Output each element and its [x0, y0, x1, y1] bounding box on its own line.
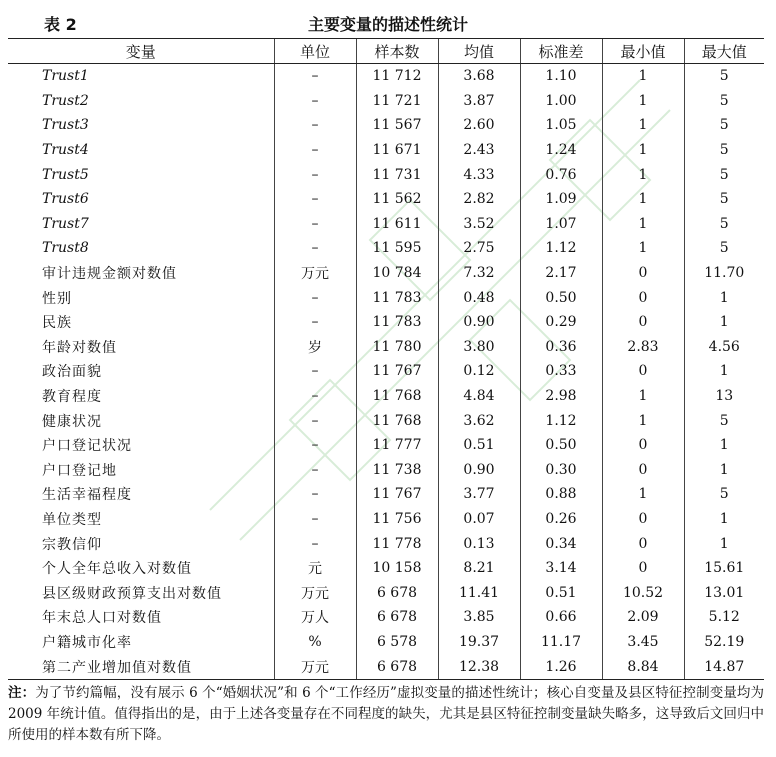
cell-mean: 11.41 — [438, 580, 520, 605]
cell-unit: – — [274, 458, 356, 483]
cell-n: 11 731 — [356, 162, 438, 187]
table-row — [8, 458, 764, 483]
cell-min: 1 — [602, 408, 684, 433]
table-row — [8, 162, 764, 187]
cell-max: 13 — [684, 384, 764, 409]
cell-sd: 0.50 — [520, 433, 602, 458]
cell-mean: 3.52 — [438, 212, 520, 237]
cell-var — [8, 138, 274, 163]
cell-n: 11 567 — [356, 113, 438, 138]
cell-var: 健康状况 — [42, 413, 102, 430]
variable-name: Trust8 — [42, 240, 89, 257]
cell-var — [8, 89, 274, 114]
table-row — [8, 408, 764, 433]
cell-sd: 1.26 — [520, 654, 602, 679]
cell-max: 5 — [684, 89, 764, 114]
cell-max: 14.87 — [684, 654, 764, 679]
table-row — [8, 236, 764, 261]
cell-mean: 0.90 — [438, 310, 520, 335]
cell-var: 审计违规金额对数值 — [42, 266, 177, 283]
cell-min: 0 — [602, 359, 684, 384]
cell-sd: 1.24 — [520, 138, 602, 163]
cell-unit: – — [274, 212, 356, 237]
cell-sd: 11.17 — [520, 630, 602, 655]
cell-min: 0 — [602, 310, 684, 335]
cell-mean: 4.84 — [438, 384, 520, 409]
table-note — [8, 683, 764, 746]
cell-min: 1 — [602, 89, 684, 114]
cell-var: 教育程度 — [42, 389, 102, 406]
header-variable: 变量 — [8, 39, 274, 64]
variable-name: Trust5 — [42, 166, 89, 183]
cell-unit: 万元 — [274, 261, 356, 286]
cell-unit: – — [274, 236, 356, 261]
variable-name: Trust4 — [42, 142, 89, 159]
cell-unit: – — [274, 162, 356, 187]
cell-n: 11 671 — [356, 138, 438, 163]
header-unit: 单位 — [274, 39, 356, 64]
cell-max: 5 — [684, 162, 764, 187]
cell-unit: – — [274, 384, 356, 409]
cell-var: 第二产业增加值对数值 — [8, 654, 274, 679]
cell-unit: – — [274, 482, 356, 507]
cell-n: 11 721 — [356, 89, 438, 114]
table-row — [8, 64, 764, 89]
cell-mean: 12.38 — [438, 654, 520, 679]
cell-var — [8, 64, 274, 89]
cell-n: 6 678 — [356, 654, 438, 679]
cell-unit: % — [274, 630, 356, 655]
cell-unit: – — [274, 285, 356, 310]
header-n: 样本数 — [356, 39, 438, 64]
cell-min: 1 — [602, 384, 684, 409]
cell-sd: 1.05 — [520, 113, 602, 138]
cell-sd: 2.17 — [520, 261, 602, 286]
cell-var — [8, 113, 274, 138]
note-label: 注： — [8, 685, 36, 701]
cell-mean: 3.77 — [438, 482, 520, 507]
cell-sd: 1.12 — [520, 408, 602, 433]
cell-min: 0 — [602, 285, 684, 310]
cell-unit: 元 — [274, 556, 356, 581]
cell-unit: – — [274, 408, 356, 433]
cell-mean: 0.90 — [438, 458, 520, 483]
cell-n: 11 756 — [356, 507, 438, 532]
table-caption — [0, 10, 776, 36]
header-row — [8, 39, 764, 64]
cell-var: 民族 — [42, 315, 72, 332]
table-row — [8, 630, 764, 655]
variable-name: Trust3 — [42, 117, 89, 134]
cell-unit: – — [274, 187, 356, 212]
variable-name: Trust7 — [42, 215, 89, 232]
cell-max: 13.01 — [684, 580, 764, 605]
cell-max: 1 — [684, 433, 764, 458]
cell-mean: 2.82 — [438, 187, 520, 212]
table-row — [8, 89, 764, 114]
table-row — [8, 285, 764, 310]
cell-min: 10.52 — [602, 580, 684, 605]
cell-var: 年龄对数值 — [42, 339, 117, 356]
cell-mean: 3.85 — [438, 605, 520, 630]
cell-mean: 8.21 — [438, 556, 520, 581]
table-row — [8, 138, 764, 163]
cell-min: 1 — [602, 162, 684, 187]
cell-sd: 0.33 — [520, 359, 602, 384]
header-mean: 均值 — [438, 39, 520, 64]
cell-max: 1 — [684, 310, 764, 335]
table-row — [8, 212, 764, 237]
cell-n: 11 712 — [356, 64, 438, 89]
cell-n: 6 578 — [356, 630, 438, 655]
cell-n: 11 783 — [356, 310, 438, 335]
cell-sd: 0.66 — [520, 605, 602, 630]
cell-sd: 0.76 — [520, 162, 602, 187]
cell-max: 1 — [684, 359, 764, 384]
cell-n: 11 780 — [356, 335, 438, 360]
cell-max: 11.70 — [684, 261, 764, 286]
table-row — [8, 531, 764, 556]
cell-var: 政治面貌 — [42, 364, 102, 381]
note-text: 为了节约篇幅，没有展示 6 个“婚姻状况”和 6 个“工作经历”虚拟变量的描述性统计；核心自变量及县区特征控制变量均为 2009 年统计值。值得指出的是，由于上述各变量存在不同程度的缺失，尤其是县区特征控制变量缺失略多，这导致后文回归中所使用的样本数有所下降。 — [8, 685, 765, 743]
cell-n: 11 562 — [356, 187, 438, 212]
cell-min: 2.09 — [602, 605, 684, 630]
cell-unit: – — [274, 310, 356, 335]
cell-min: 0 — [602, 531, 684, 556]
cell-n: 11 767 — [356, 359, 438, 384]
cell-sd: 1.07 — [520, 212, 602, 237]
cell-mean: 3.62 — [438, 408, 520, 433]
cell-var: 户籍城市化率 — [42, 634, 132, 651]
cell-mean: 0.51 — [438, 433, 520, 458]
cell-min: 0 — [602, 433, 684, 458]
cell-min: 1 — [602, 187, 684, 212]
cell-unit: 岁 — [274, 335, 356, 360]
table-row — [8, 482, 764, 507]
cell-max: 5 — [684, 187, 764, 212]
cell-max: 1 — [684, 458, 764, 483]
cell-n: 11 595 — [356, 236, 438, 261]
table-row — [8, 335, 764, 360]
cell-min: 3.45 — [602, 630, 684, 655]
cell-max: 4.56 — [684, 335, 764, 360]
cell-sd: 0.51 — [520, 580, 602, 605]
cell-unit: – — [274, 531, 356, 556]
cell-mean: 0.13 — [438, 531, 520, 556]
cell-sd: 3.14 — [520, 556, 602, 581]
cell-n: 11 777 — [356, 433, 438, 458]
cell-unit: – — [274, 89, 356, 114]
table-row — [8, 556, 764, 581]
cell-mean: 0.12 — [438, 359, 520, 384]
cell-n: 10 158 — [356, 556, 438, 581]
cell-unit: 万元 — [274, 580, 356, 605]
cell-mean: 19.37 — [438, 630, 520, 655]
table-row — [8, 187, 764, 212]
variable-name: Trust2 — [42, 92, 89, 109]
cell-unit: – — [274, 433, 356, 458]
cell-unit: 万元 — [274, 654, 356, 679]
cell-max: 5 — [684, 113, 764, 138]
cell-min: 0 — [602, 458, 684, 483]
cell-n: 11 611 — [356, 212, 438, 237]
table-row — [8, 580, 764, 605]
cell-max: 5 — [684, 408, 764, 433]
cell-min: 0 — [602, 261, 684, 286]
cell-sd: 0.50 — [520, 285, 602, 310]
cell-sd: 1.09 — [520, 187, 602, 212]
variable-name: Trust6 — [42, 191, 89, 208]
cell-var — [8, 187, 274, 212]
cell-max: 5 — [684, 236, 764, 261]
stats-table — [8, 38, 764, 680]
cell-var: 户口登记状况 — [42, 438, 132, 455]
cell-var: 户口登记地 — [42, 462, 117, 479]
table-label: 表 2 — [44, 15, 77, 34]
table-row — [8, 654, 764, 679]
cell-min: 0 — [602, 507, 684, 532]
cell-n: 11 738 — [356, 458, 438, 483]
cell-var: 宗教信仰 — [42, 536, 102, 553]
cell-min: 2.83 — [602, 335, 684, 360]
cell-var: 个人全年总收入对数值 — [42, 561, 192, 578]
cell-sd: 1.00 — [520, 89, 602, 114]
cell-unit: – — [274, 138, 356, 163]
cell-max: 1 — [684, 285, 764, 310]
table-row — [8, 605, 764, 630]
cell-sd: 0.88 — [520, 482, 602, 507]
cell-mean: 0.48 — [438, 285, 520, 310]
table-row — [8, 359, 764, 384]
header-max: 最大值 — [684, 39, 764, 64]
cell-sd: 0.29 — [520, 310, 602, 335]
cell-mean: 3.68 — [438, 64, 520, 89]
cell-var: 性别 — [42, 290, 72, 307]
cell-var: 单位类型 — [42, 511, 102, 528]
table-title: 主要变量的描述性统计 — [307, 15, 468, 34]
table-row — [8, 261, 764, 286]
cell-mean: 0.07 — [438, 507, 520, 532]
cell-min: 1 — [602, 113, 684, 138]
cell-mean: 2.75 — [438, 236, 520, 261]
cell-max: 5 — [684, 482, 764, 507]
cell-var — [8, 212, 274, 237]
table-row — [8, 507, 764, 532]
cell-min: 1 — [602, 64, 684, 89]
table-body — [8, 64, 764, 680]
cell-var: 年末总人口对数值 — [42, 610, 162, 627]
cell-n: 11 768 — [356, 384, 438, 409]
cell-sd: 0.36 — [520, 335, 602, 360]
cell-max: 1 — [684, 531, 764, 556]
cell-sd: 0.30 — [520, 458, 602, 483]
cell-mean: 3.87 — [438, 89, 520, 114]
cell-var: 生活幸福程度 — [42, 487, 132, 504]
table-row — [8, 310, 764, 335]
table-row — [8, 384, 764, 409]
cell-sd: 2.98 — [520, 384, 602, 409]
cell-sd: 1.12 — [520, 236, 602, 261]
cell-max: 5 — [684, 64, 764, 89]
variable-name: Trust1 — [42, 68, 89, 85]
cell-max: 52.19 — [684, 630, 764, 655]
cell-n: 10 784 — [356, 261, 438, 286]
cell-n: 11 783 — [356, 285, 438, 310]
cell-var: 县区级财政预算支出对数值 — [42, 585, 222, 602]
cell-mean: 7.32 — [438, 261, 520, 286]
header-sd: 标准差 — [520, 39, 602, 64]
cell-min: 1 — [602, 482, 684, 507]
cell-unit: – — [274, 359, 356, 384]
table-row — [8, 433, 764, 458]
cell-max: 5.12 — [684, 605, 764, 630]
cell-max: 15.61 — [684, 556, 764, 581]
cell-min: 0 — [602, 556, 684, 581]
cell-unit: 万人 — [274, 605, 356, 630]
cell-sd: 0.26 — [520, 507, 602, 532]
header-min: 最小值 — [602, 39, 684, 64]
cell-min: 1 — [602, 138, 684, 163]
cell-unit: – — [274, 113, 356, 138]
cell-var — [8, 162, 274, 187]
cell-min: 1 — [602, 236, 684, 261]
cell-mean: 2.43 — [438, 138, 520, 163]
cell-var — [8, 236, 274, 261]
cell-sd: 0.34 — [520, 531, 602, 556]
cell-n: 6 678 — [356, 605, 438, 630]
cell-sd: 1.10 — [520, 64, 602, 89]
table-row — [8, 113, 764, 138]
cell-mean: 2.60 — [438, 113, 520, 138]
cell-unit: – — [274, 64, 356, 89]
cell-n: 11 768 — [356, 408, 438, 433]
cell-n: 6 678 — [356, 580, 438, 605]
cell-mean: 3.80 — [438, 335, 520, 360]
cell-unit: – — [274, 507, 356, 532]
cell-max: 1 — [684, 507, 764, 532]
cell-max: 5 — [684, 138, 764, 163]
cell-n: 11 778 — [356, 531, 438, 556]
cell-min: 8.84 — [602, 654, 684, 679]
cell-min: 1 — [602, 212, 684, 237]
cell-mean: 4.33 — [438, 162, 520, 187]
cell-n: 11 767 — [356, 482, 438, 507]
cell-max: 5 — [684, 212, 764, 237]
